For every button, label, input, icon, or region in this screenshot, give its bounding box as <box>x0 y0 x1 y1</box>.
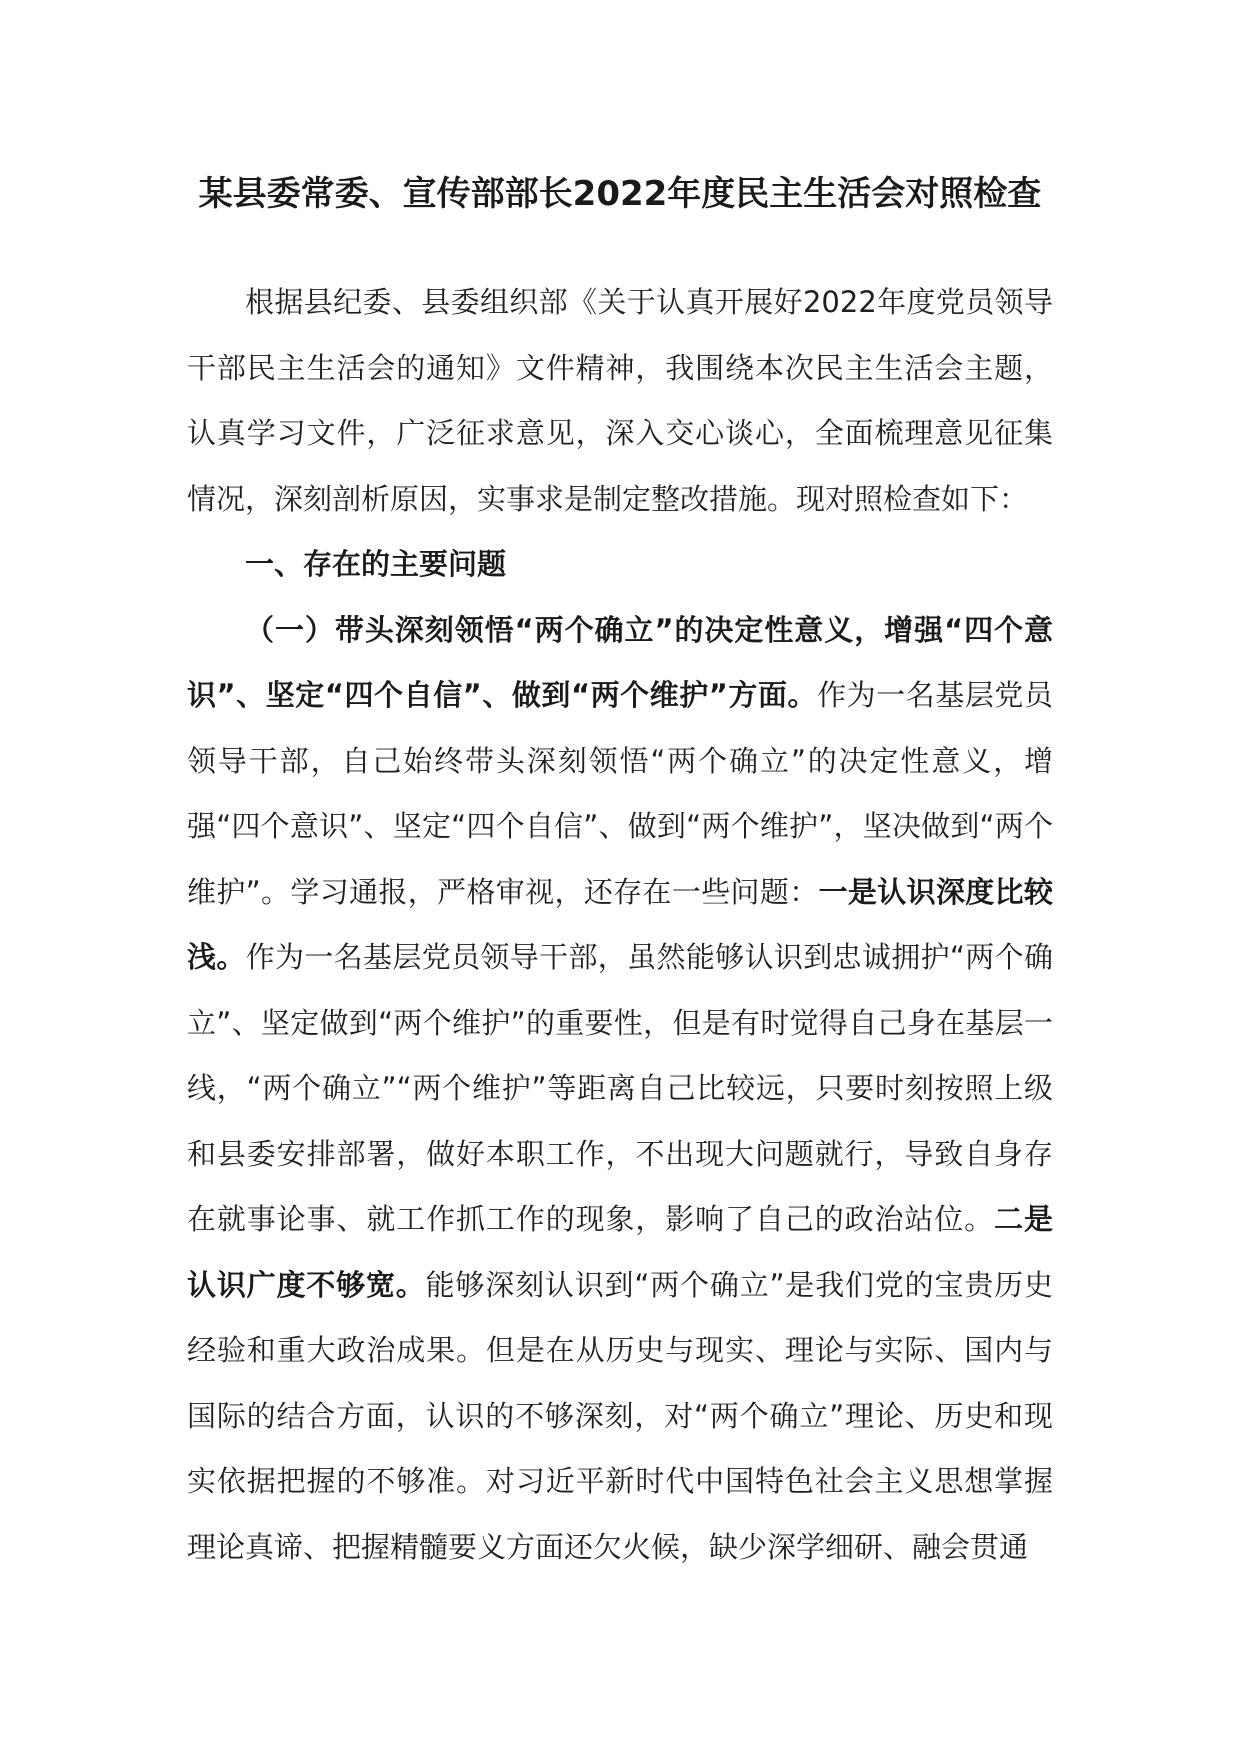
document-title: 某县委常委、宣传部部长2022年度民主生活会对照检查 <box>198 174 1042 214</box>
point-1-text: 作为一名基层党员领导干部，虽然能够认识到忠诚拥护“两个确立”、坚定做到“两个维护”的重要性，但是有时觉得自己身在基层一线，“两个确立”“两个维护”等距离自己比较远，只要时刻按照上级和县委安排部署，做好本职工作，不出现大问题就行，导致自身存在就事论事、就工作抓工作的现象，影响了自己的政治站位。 <box>187 940 1053 1236</box>
subsection-paragraph <box>187 598 1053 1581</box>
section-heading-text: 一、存在的主要问题 <box>245 547 507 581</box>
subsection-text: 作为一名基层党员领导干部，自己始终带头深刻领悟“两个确立”的决定性意义，增强“四个意识”、坚定“四个自信”、做到“两个维护”，坚决做到“两个维护”。学习通报，严格审视，还存在一些问题： <box>187 678 1053 909</box>
point-2-text: 能够深刻认识到“两个确立”是我们党的宝贵历史经验和重大政治成果。但是在从历史与现实、理论与实际、国内与国际的结合方面，认识的不够深刻，对“两个确立”理论、历史和现实依据把握的不够准。对习近平新时代中国特色社会主义思想掌握理论真谛、把握精髓要义方面还欠火候，缺少深学细研、融会贯通 <box>187 1267 1053 1564</box>
intro-paragraph: 根据县纪委、县委组织部《关于认真开展好2022年度党员领导干部民主生活会的通知》文件精神，我围绕本次民主生活会主题，认真学习文件，广泛征求意见，深入交心谈心，全面梳理意见征集情况，深刻剖析原因，实事求是制定整改措施。现对照检查如下： <box>187 285 1053 516</box>
section-heading <box>187 532 1053 598</box>
point-2-label: 二是认识广度不够宽。 <box>187 1202 1053 1302</box>
subsection-heading: （一）带头深刻领悟“两个确立”的决定性意义，增强“四个意识”、坚定“四个自信”、做到“两个维护”方面。 <box>187 612 1053 712</box>
point-1-label: 一是认识深度比较浅。 <box>187 874 1053 974</box>
document-body <box>187 270 1053 1580</box>
